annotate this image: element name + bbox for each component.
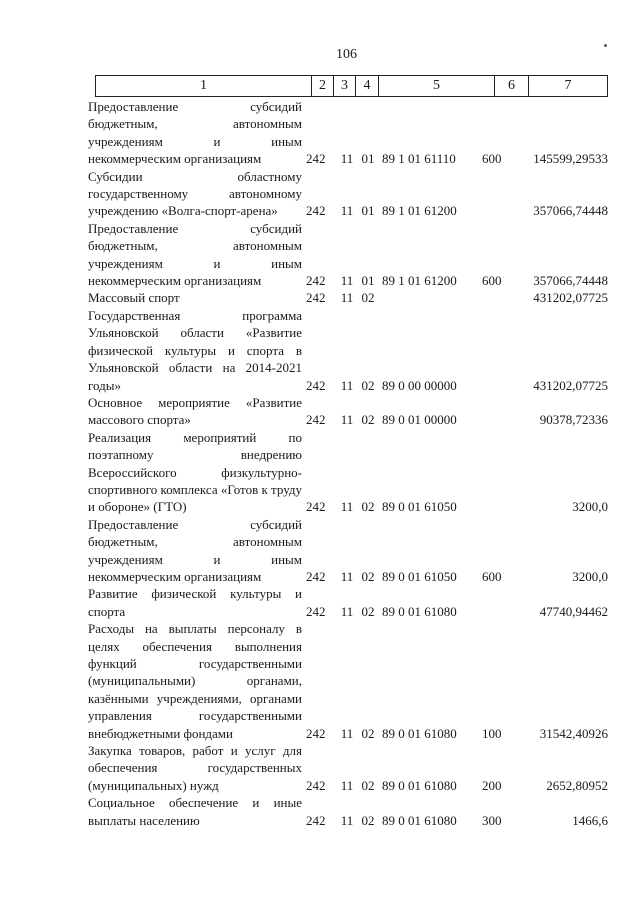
table-row	[88, 429, 608, 516]
cell-target-item: 89 0 01 61080	[382, 777, 457, 793]
cell-amount: 31542,40926	[539, 725, 608, 741]
header-cell-7: 7	[528, 76, 607, 96]
cell-section: 11	[340, 151, 354, 167]
cell-ministry-code: 242	[306, 203, 326, 219]
cell-expense-type: 600	[482, 151, 502, 167]
cell-target-item: 89 0 01 61080	[382, 812, 457, 828]
cell-expense-type: 600	[482, 568, 502, 584]
cell-target-item: 89 0 01 00000	[382, 412, 457, 428]
cell-target-item: 89 0 01 61050	[382, 499, 457, 515]
cell-ministry-code: 242	[306, 151, 326, 167]
cell-subsection: 02	[361, 777, 375, 793]
cell-section: 11	[340, 603, 354, 619]
cell-amount: 1466,6	[572, 812, 608, 828]
header-cell-2: 2	[311, 76, 333, 96]
cell-section: 11	[340, 777, 354, 793]
table-row	[88, 794, 608, 829]
cell-expense-type: 600	[482, 273, 502, 289]
budget-table-body	[88, 98, 608, 829]
cell-amount: 145599,29533	[533, 151, 608, 167]
table-row	[88, 394, 608, 429]
cell-subsection: 01	[361, 273, 375, 289]
table-row	[88, 620, 608, 742]
cell-expense-type: 200	[482, 777, 502, 793]
cell-target-item: 89 0 01 61080	[382, 603, 457, 619]
table-row	[88, 585, 608, 620]
row-description: Субсидии областному государственному автономному учреждению «Волга-спорт-арена»	[88, 168, 302, 219]
cell-ministry-code: 242	[306, 273, 326, 289]
cell-ministry-code: 242	[306, 725, 326, 741]
cell-subsection: 01	[361, 151, 375, 167]
table-row	[88, 220, 608, 290]
cell-subsection: 02	[361, 290, 375, 306]
cell-target-item: 89 1 01 61200	[382, 273, 457, 289]
cell-amount: 3200,0	[572, 568, 608, 584]
page-number: 106	[336, 47, 357, 62]
cell-expense-type: 300	[482, 812, 502, 828]
cell-subsection: 01	[361, 203, 375, 219]
row-description: Развитие физической культуры и спорта	[88, 586, 302, 619]
cell-section: 11	[340, 377, 354, 393]
header-cell-5: 5	[378, 76, 494, 96]
header-cell-6: 6	[494, 76, 528, 96]
row-description: Социальное обеспечение и иные выплаты населению	[88, 795, 302, 828]
table-header	[95, 75, 608, 97]
cell-target-item: 89 0 01 61080	[382, 725, 457, 741]
cell-ministry-code: 242	[306, 777, 326, 793]
cell-section: 11	[340, 725, 354, 741]
cell-amount: 47740,94462	[539, 603, 608, 619]
cell-section: 11	[340, 290, 354, 306]
cell-section: 11	[340, 203, 354, 219]
cell-subsection: 02	[361, 377, 375, 393]
row-description: Предоставление субсидий бюджетным, автономным учреждениям и иным некоммерческим организациям	[88, 99, 302, 167]
row-description: Расходы на выплаты персоналу в целях обеспечения выполнения функций государственными (муниципальными) органами, казёнными учреждениями, органами управления государственными внебюджетными фондами	[88, 621, 302, 741]
table-row	[88, 307, 608, 394]
cell-amount: 90378,72336	[539, 412, 608, 428]
cell-section: 11	[340, 568, 354, 584]
row-description: Государственная программа Ульяновской области «Развитие физической культуры и спорта в Ульяновской области на 2014-2021 годы»	[88, 307, 302, 393]
cell-subsection: 02	[361, 725, 375, 741]
cell-amount: 357066,74448	[533, 273, 608, 289]
table-row	[88, 516, 608, 586]
cell-target-item: 89 0 00 00000	[382, 377, 457, 393]
row-description: Закупка товаров, работ и услуг для обеспечения государственных (муниципальных) нужд	[88, 743, 302, 793]
cell-target-item: 89 1 01 61200	[382, 203, 457, 219]
cell-subsection: 02	[361, 603, 375, 619]
cell-section: 11	[340, 499, 354, 515]
cell-subsection: 02	[361, 412, 375, 428]
cell-ministry-code: 242	[306, 603, 326, 619]
cell-amount: 3200,0	[572, 499, 608, 515]
row-description: Реализация мероприятий по поэтапному внедрению Всероссийского физкультурно-спортивного комплекса «Готов к труду и обороне» (ГТО)	[88, 429, 302, 515]
cell-ministry-code: 242	[306, 412, 326, 428]
cell-ministry-code: 242	[306, 290, 326, 306]
cell-subsection: 02	[361, 499, 375, 515]
table-row	[88, 289, 608, 306]
cell-section: 11	[340, 273, 354, 289]
cell-amount: 2652,80952	[546, 777, 608, 793]
header-cell-1: 1	[200, 78, 207, 93]
cell-amount: 431202,07725	[533, 377, 608, 393]
cell-target-item: 89 1 01 61110	[382, 151, 456, 167]
cell-ministry-code: 242	[306, 377, 326, 393]
row-description: Основное мероприятие «Развитие массового спорта»	[88, 394, 302, 428]
row-description: Предоставление субсидий бюджетным, автономным учреждениям и иным некоммерческим организациям	[88, 516, 302, 584]
cell-section: 11	[340, 412, 354, 428]
row-description: Предоставление субсидий бюджетным, автономным учреждениям и иным некоммерческим организациям	[88, 220, 302, 289]
cell-amount: 431202,07725	[533, 290, 608, 306]
cell-ministry-code: 242	[306, 499, 326, 515]
row-description: Массовый спорт	[88, 290, 180, 306]
header-cell-3: 3	[333, 76, 355, 96]
cell-ministry-code: 242	[306, 568, 326, 584]
cell-section: 11	[340, 812, 354, 828]
cell-expense-type: 100	[482, 725, 502, 741]
cell-ministry-code: 242	[306, 812, 326, 828]
cell-amount: 357066,74448	[533, 203, 608, 219]
cell-subsection: 02	[361, 812, 375, 828]
table-row	[88, 168, 608, 220]
cell-subsection: 02	[361, 568, 375, 584]
header-cell-4: 4	[355, 76, 378, 96]
table-row	[88, 742, 608, 794]
table-row	[88, 98, 608, 168]
cell-target-item: 89 0 01 61050	[382, 568, 457, 584]
scan-speck	[604, 44, 607, 47]
